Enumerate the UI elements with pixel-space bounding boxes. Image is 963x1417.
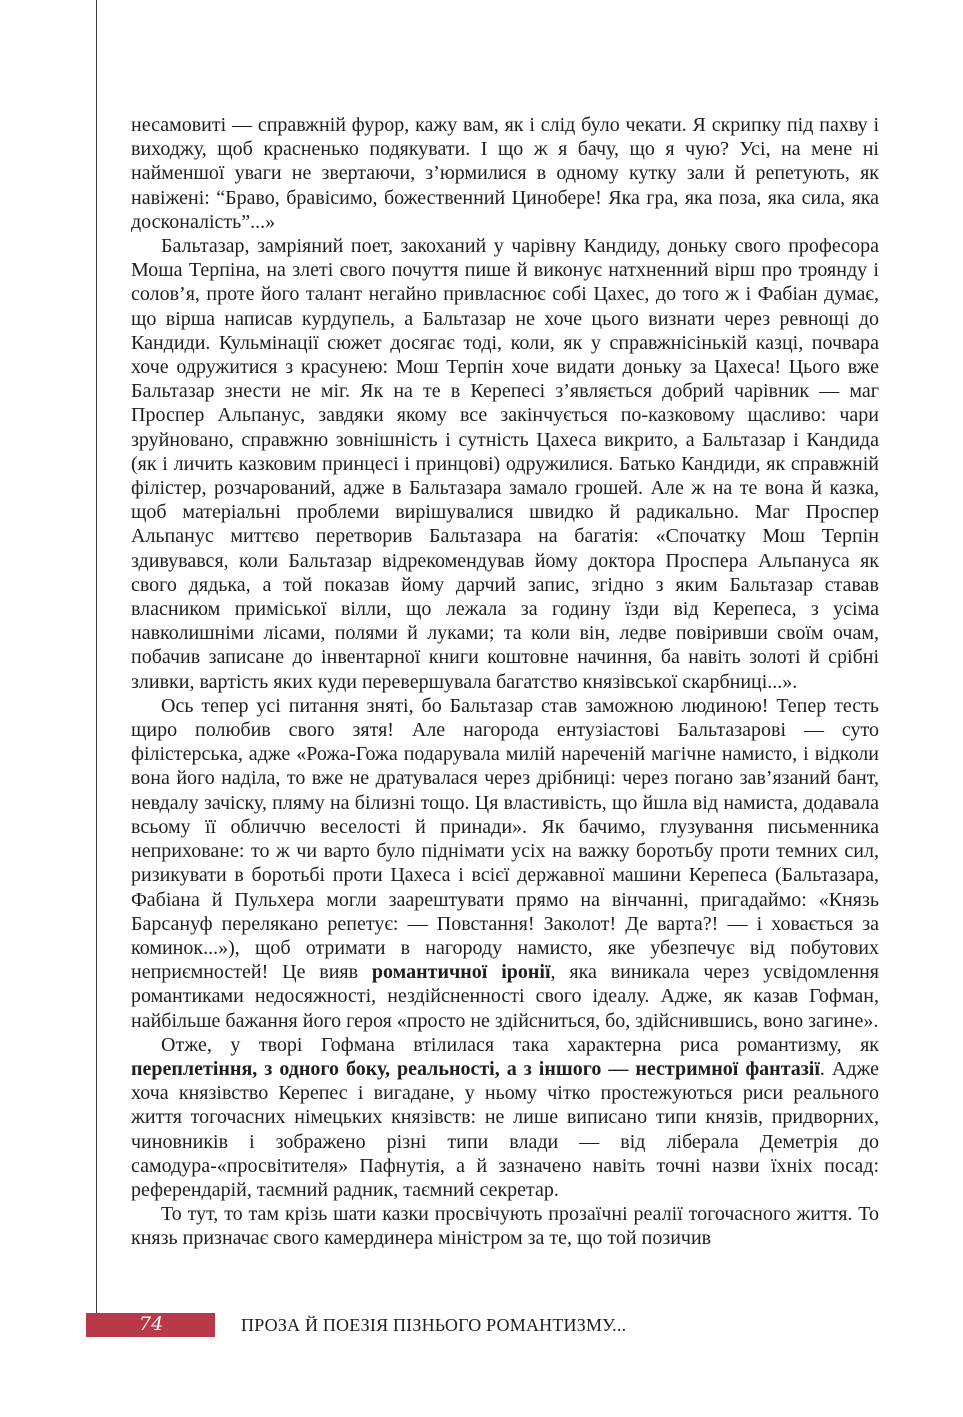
paragraph	[131, 234, 879, 694]
text-run: Отже, у творі Гофмана втілилася така характерна риса романтизму, як	[161, 1033, 879, 1056]
bold-term: переплетіння, з одного боку, реальності, а з іншого — нестримної фантазії	[131, 1057, 820, 1080]
text-run: Ось тепер усі питання зняті, бо Бальтазар став заможною людиною! Тепер тесть щиро полюбив свого зятя! Але нагорода ентузіастові Бальтазарові — суто філістерська, адже «Рожа-Гожа подарувала милій нареченій магічне намисто, і відколи вона його наділа, то вже не дратувалася через дрібниці: через погано зав’язаний бант, невдалу зачіску, пляму на білизні тощо. Ця властивість, що йшла від намиста, додавала всьому її обличчю веселості й принади». Як бачимо, глузування письменника неприховане: то ж чи варто було піднімати усіх на важку боротьбу проти темних сил, ризикувати в боротьбі проти Цахеса і всієї державної машини Керепеса (Бальтазара, Фабіана й Пульхера могли заарештувати прямо на вінчанні, пригадаймо: «Князь Барсануф переляканo репетує: — Повстання! Заколот! Де варта?! — і ховається за коминок...»), щоб отримати в нагороду намисто, яке убезпечує від побутових неприємностей! Це вияв	[131, 694, 879, 984]
text-run: Бальтазар, замріяний поет, закоханий у чарівну Кандиду, доньку свого професора Моша Терпіна, на злеті свого почуття пише й виконує натхненний вірш про троянду і солов’я, проте його талант негайно привласнює собі Цахес, до того ж і Фабіан думає, що вірша написав курдупель, а Бальтазар не хоче цього визнати через ревнощі до Кандиди. Кульмінації сюжет досягає тоді, коли, як у справжнісінькій казці, почвара хоче одружитися з красунею: Мош Терпін хоче видати доньку за Цахеса! Цього вже Бальтазар знести не міг. Як на те в Керепесі з’являється добрий чарівник — маг Проспер Альпанус, завдяки якому все закінчується по-казковому щасливо: чари зруйновано, справжню зовнішність і сутність Цахеса викрито, а Бальтазар і Кандида (як і личить казковим принцесі і принцові) одружилися. Батько Кандиди, як справжній філістер, розчарований, адже в Бальтазара замало грошей. Але ж на те вона й казка, щоб матеріальні проблеми вирішувалися швидко й радикально. Маг Проспер Альпанус миттєво перетворив Бальтазара на багатія: «Спочатку Мош Терпін здивувався, коли Бальтазар відрекомендував йому доктора Проспера Альпануса як свого дядька, а той показав йому дарчий запис, згідно з яким Бальтазар ставав власником приміської вілли, що лежала за годину їзди від Керепеса, з усіма навколишніми лісами, полями й луками; та коли він, ледве повіривши своїм очам, побачив записане до інвентарної книги коштовне начиння, ба навіть золоті й срібні зливки, вартість яких куди перевершувала багатство князівської скарбниці...».	[131, 235, 879, 693]
running-title: ПРОЗА Й ПОЕЗІЯ ПІЗНЬОГО РОМАНТИЗМУ...	[241, 1315, 627, 1335]
main-text	[131, 113, 879, 1251]
page-number: 74	[139, 1313, 164, 1335]
margin-rule	[96, 0, 97, 1318]
text-run: То тут, то там крізь шати казки просвічують прозаїчні реалії тогочасного життя. То князь призначає свого камердинера міністром за те, що той позичив	[131, 1203, 879, 1250]
paragraph	[131, 694, 879, 1033]
bold-term: романтичної іронії	[371, 961, 551, 984]
paragraph	[131, 1033, 879, 1202]
text-run: несамовиті — справжній фурор, кажу вам, як і слід було чекати. Я скрипку під пахву і виходжу, щоб красненько подякувати. І що ж я бачу, що я чую? Усі, на мене ні найменшої уваги не звертаючи, з’юрмилися в одному кутку зали й репетують, як навіжені: “Браво, бравісимо, божественний Цинобере! Яка гра, яка поза, яка сила, яка досконалість”...»	[131, 114, 879, 233]
paragraph	[131, 113, 879, 234]
paragraph	[131, 1202, 879, 1250]
text-run: , яка виникала через усвідомлення романтиками недосяжності, нездійсненності свого ідеалу. Адже, як казав Гофман, найбільше бажання його героя «просто не здійсниться, бо, здійснившись, воно загине».	[131, 961, 879, 1032]
text-run: . Адже хоча князівство Керепес і вигадане, у ньому чітко простежуються риси реального життя тогочасних німецьких князівств: не лише виписано типи князів, придворних, чиновників і зображено різні типи влади — від ліберала Деметрія до самодура-«просвітителя» Пафнутія, а й зазначено навіть точні назви їхніх посад: референдарій, таємний радник, таємний секретар.	[131, 1057, 879, 1201]
